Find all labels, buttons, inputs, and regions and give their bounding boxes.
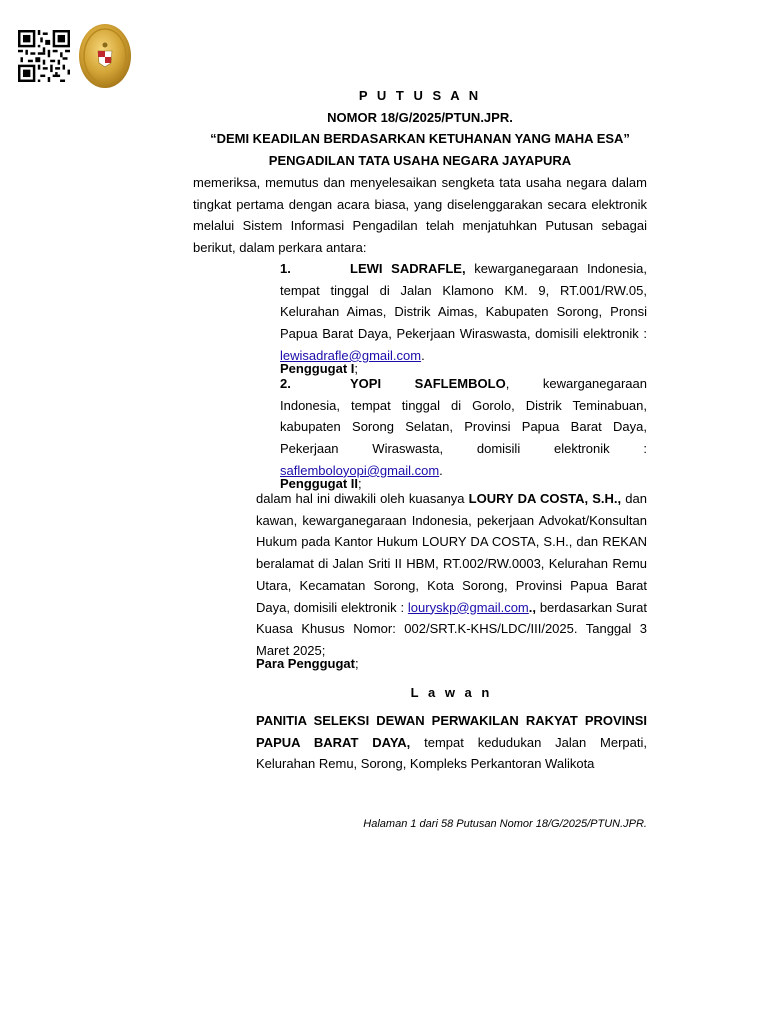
- kuasa-email-end: .,: [528, 599, 536, 615]
- tergugat-paragraph: [256, 710, 647, 775]
- party-end: .: [439, 462, 443, 478]
- court-name: PENGADILAN TATA USAHA NEGARA JAYAPURA: [268, 153, 572, 168]
- role-end: ;: [354, 656, 359, 671]
- kuasa-name: LOURY DA COSTA, S.H.,: [468, 491, 622, 506]
- role-label: Penggugat II: [280, 476, 358, 491]
- role-end: ;: [354, 361, 359, 376]
- party-name: YOPI SAFLEMBOLO: [350, 376, 506, 391]
- document-title: P U T U S A N: [358, 88, 482, 103]
- party-details: , kewarganegaraan Indonesia, tempat tinggal di Gorolo, Distrik Teminabuan, kabupaten Sorong Selatan, Provinsi Papua Barat Daya, Pekerjaan Wiraswasta, domisili elektronik :: [280, 376, 647, 457]
- role-label: Para Penggugat: [256, 656, 355, 671]
- email-link[interactable]: louryskp@gmail.com: [407, 599, 529, 615]
- tergugat-body: tempat kedudukan Jalan Merpati, Kelurahan Remu, Sorong, Kompleks Perkantoran Walikota: [256, 734, 648, 772]
- case-number: NOMOR 18/G/2025/PTUN.JPR.: [327, 110, 513, 125]
- role-label: Penggugat I: [280, 361, 355, 376]
- kuasa-lead: dalam hal ini diwakili oleh kuasanya: [256, 491, 469, 506]
- intro-paragraph: memeriksa, memutus dan menyelesaikan sengketa tata usaha negara dalam tingkat pertama dengan acara biasa, yang diselenggarakan secara elektronik melalui Sistem Informasi Pengadilan telah menjatuhkan Putusan sebagai berikut, dalam perkara antara:: [193, 175, 647, 256]
- role-end: ;: [358, 476, 362, 491]
- kuasa-body: dan kawan, kewarganegaraan Indonesia, pekerjaan Advokat/Konsultan Hukum pada Kantor Hukum LOURY DA COSTA, S.H., dan REKAN beralamat di Jalan Sriti II HBM, RT.002/RW.0003, Kelurahan Remu Utara, Kecamatan Sorong, Kota Sorong, Provinsi Papua Barat Daya, domisili elektronik :: [256, 491, 647, 615]
- lawan-heading: L a w a n: [410, 685, 493, 700]
- party-end: .: [421, 347, 425, 363]
- email-link[interactable]: saflemboloyopi@gmail.com: [280, 462, 440, 478]
- party-2: [280, 373, 647, 482]
- tergugat-name: PANITIA SELEKSI DEWAN PERWAKILAN RAKYAT PROVINSI PAPUA BARAT DAYA,: [256, 713, 647, 750]
- party-details: kewarganegaraan Indonesia, tempat tinggal di Jalan Klamono KM. 9, RT.001/RW.05, Kelurahan Aimas, Distrik Aimas, Kabupaten Sorong, Pronsi Papua Barat Daya, Pekerjaan Wiraswasta, domisili elektronik :: [280, 261, 647, 342]
- para-penggugat-label: [256, 656, 359, 671]
- party-number: 1.: [280, 261, 291, 276]
- page-footer: Halaman 1 dari 58 Putusan Nomor 18/G/2025/PTUN.JPR.: [363, 818, 647, 830]
- court-emblem-icon: [78, 23, 132, 89]
- party-1: [280, 258, 647, 367]
- email-link[interactable]: lewisadrafle@gmail.com: [280, 347, 422, 363]
- kuasa-tail: berdasarkan Surat Kuasa Khusus Nomor: 002/SRT.K-KHS/LDC/III/2025. Tanggal 3 Maret 2025;: [256, 599, 647, 658]
- qr-code-icon: [16, 30, 72, 82]
- party-number: 2.: [280, 376, 291, 391]
- irah-irah: “DEMI KEADILAN BERDASARKAN KETUHANAN YANG MAHA ESA”: [210, 131, 630, 146]
- party-name: LEWI SADRAFLE,: [350, 261, 466, 276]
- representation-paragraph: [256, 488, 647, 662]
